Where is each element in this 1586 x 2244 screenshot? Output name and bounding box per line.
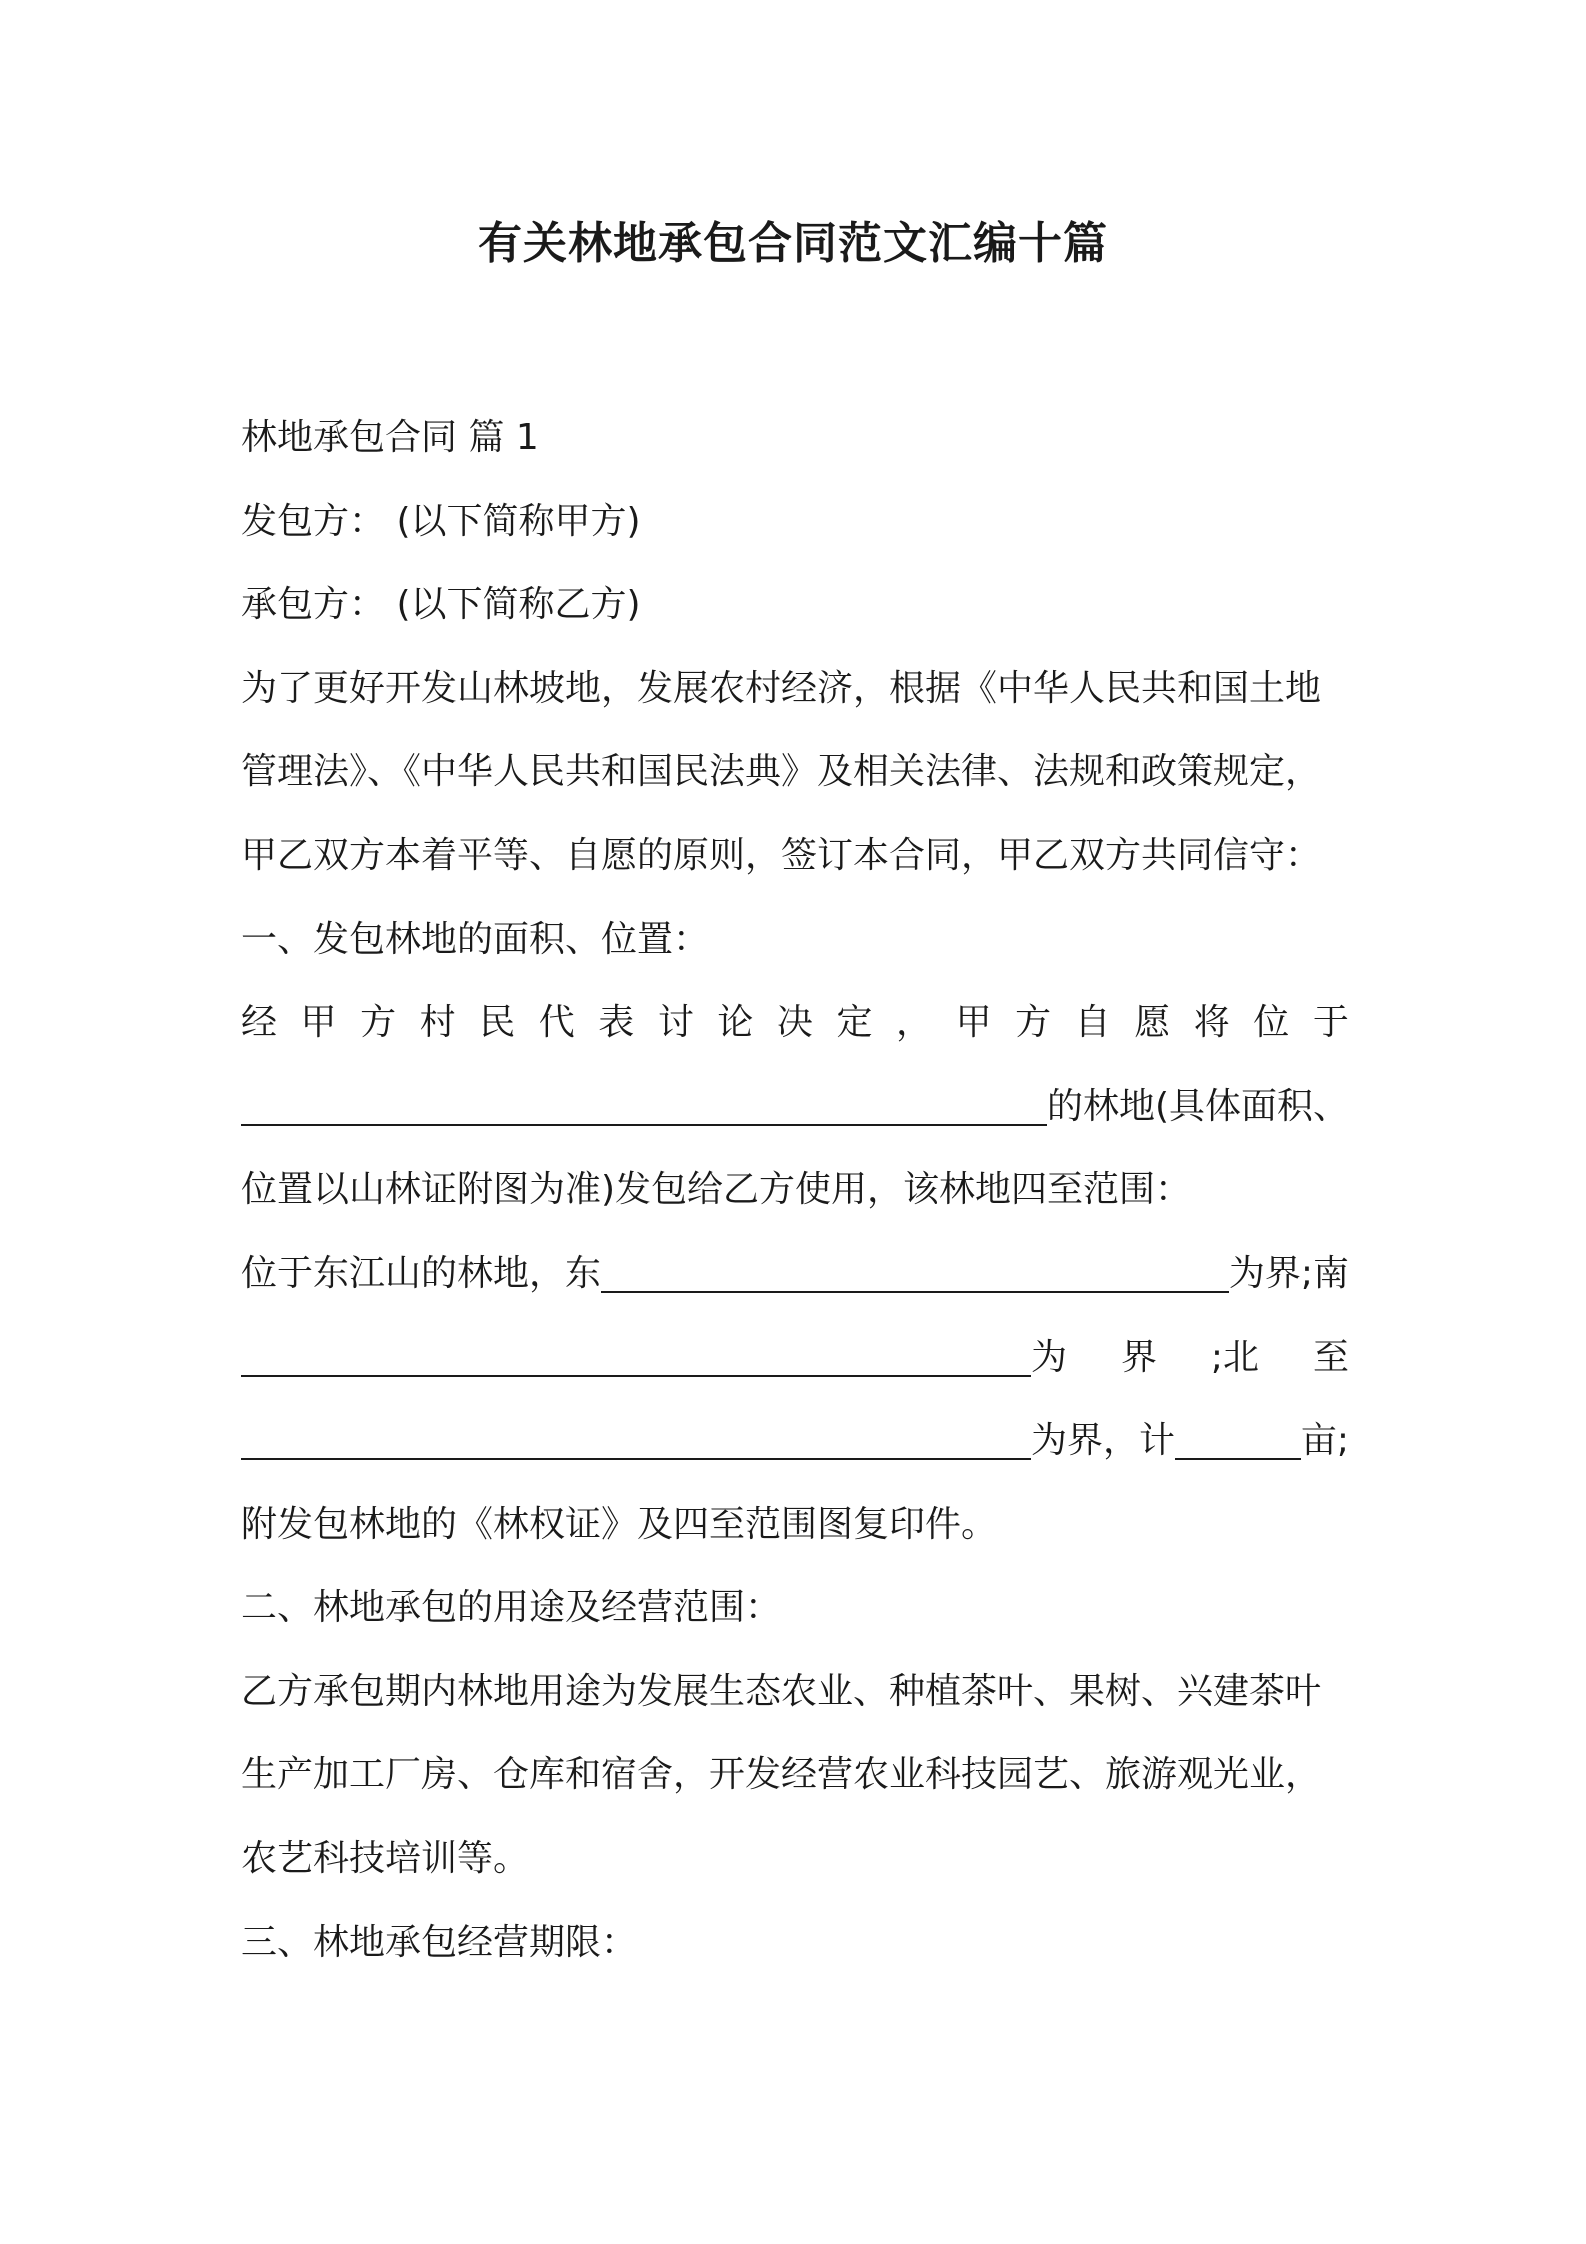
- section-heading: 林地承包合同 篇 1: [241, 417, 539, 458]
- clause-1-line-1-char: 经: [241, 1002, 278, 1043]
- blank-north-boundary[interactable]: [241, 1422, 1031, 1460]
- clause-1-line-2: [241, 1082, 1349, 1132]
- clause-1-line-6: [241, 1416, 1349, 1466]
- clause-1-heading: 一、发包林地的面积、位置：: [241, 919, 710, 960]
- clause-3-heading: 三、林地承包经营期限：: [241, 1922, 638, 1963]
- blank-east-boundary[interactable]: [601, 1255, 1229, 1293]
- clause-1-line-1-char: 于: [1312, 1002, 1349, 1043]
- clause-1-line-1-char: 甲: [955, 1002, 992, 1043]
- intro-line-1: 为了更好开发山林坡地，发展农村经济，根据《中华人民共和国土地: [241, 668, 1322, 709]
- clause-1-line-5-word: 为: [1031, 1337, 1068, 1378]
- clause-1-line-5: [241, 1333, 1349, 1383]
- party-b-line: 承包方： (以下简称乙方): [241, 584, 641, 625]
- clause-1-line-1-char: 民: [479, 1002, 516, 1043]
- intro-line-2: 管理法》、《中华人民共和国民法典》及相关法律、法规和政策规定，: [241, 751, 1322, 792]
- clause-1-line-1-char: ，: [896, 1002, 933, 1043]
- clause-1-line-5-word: ;北: [1210, 1337, 1260, 1378]
- clause-1-line-1-char: 方: [1015, 1002, 1052, 1043]
- clause-2-heading: 二、林地承包的用途及经营范围：: [241, 1587, 782, 1628]
- clause-1-line-3: 位置以山林证附图为准)发包给乙方使用，该林地四至范围：: [241, 1169, 1192, 1210]
- document-title: 有关林地承包合同范文汇编十篇: [478, 218, 1108, 269]
- clause-1-line-1-char: 方: [360, 1002, 397, 1043]
- clause-1-line-1-char: 自: [1074, 1002, 1111, 1043]
- clause-1-line-1-char: 位: [1253, 1002, 1290, 1043]
- clause-2-line-1: 乙方承包期内林地用途为发展生态农业、种植茶叶、果树、兴建茶叶: [241, 1671, 1322, 1712]
- blank-south-boundary[interactable]: [241, 1339, 1031, 1377]
- party-a-line: 发包方： (以下简称甲方): [241, 501, 641, 542]
- clause-1-line-7: 附发包林地的《林权证》及四至范围图复印件。: [241, 1504, 998, 1545]
- clause-1-line-1-char: 讨: [657, 1002, 694, 1043]
- clause-1-line-1: [241, 998, 1349, 1048]
- clause-1-line-1-char: 定: [836, 1002, 873, 1043]
- intro-line-3: 甲乙双方本着平等、自愿的原则，签订本合同，甲乙双方共同信守：: [241, 835, 1322, 876]
- clause-1-line-4-head: 位于东江山的林地，东: [241, 1253, 602, 1294]
- clause-1-line-6-tail: 亩;: [1300, 1420, 1349, 1461]
- clause-1-line-5-words: [1031, 1333, 1349, 1383]
- clause-1-line-1-char: 甲: [300, 1002, 337, 1043]
- clause-2-line-2: 生产加工厂房、仓库和宿舍，开发经营农业科技园艺、旅游观光业，: [241, 1754, 1322, 1795]
- clause-1-line-1-char: 决: [776, 1002, 813, 1043]
- clause-2-line-3: 农艺科技培训等。: [241, 1838, 530, 1879]
- clause-1-line-1-char: 代: [538, 1002, 575, 1043]
- clause-1-line-1-char: 愿: [1134, 1002, 1171, 1043]
- clause-1-line-5-word: 至: [1312, 1337, 1349, 1378]
- clause-1-line-1-char: 村: [419, 1002, 456, 1043]
- clause-1-line-2-tail: 的林地(具体面积、: [1046, 1086, 1349, 1127]
- clause-1-line-5-word: 界: [1120, 1337, 1157, 1378]
- blank-location[interactable]: [241, 1088, 1047, 1126]
- clause-1-line-1-char: 将: [1193, 1002, 1230, 1043]
- blank-area-mu[interactable]: [1175, 1422, 1301, 1460]
- clause-1-line-6-mid: 为界，计: [1031, 1420, 1176, 1461]
- clause-1-line-4-tail: 为界;南: [1228, 1253, 1349, 1294]
- clause-1-line-1-char: 表: [598, 1002, 635, 1043]
- clause-1-line-1-char: 论: [717, 1002, 754, 1043]
- clause-1-line-4: [241, 1249, 1349, 1299]
